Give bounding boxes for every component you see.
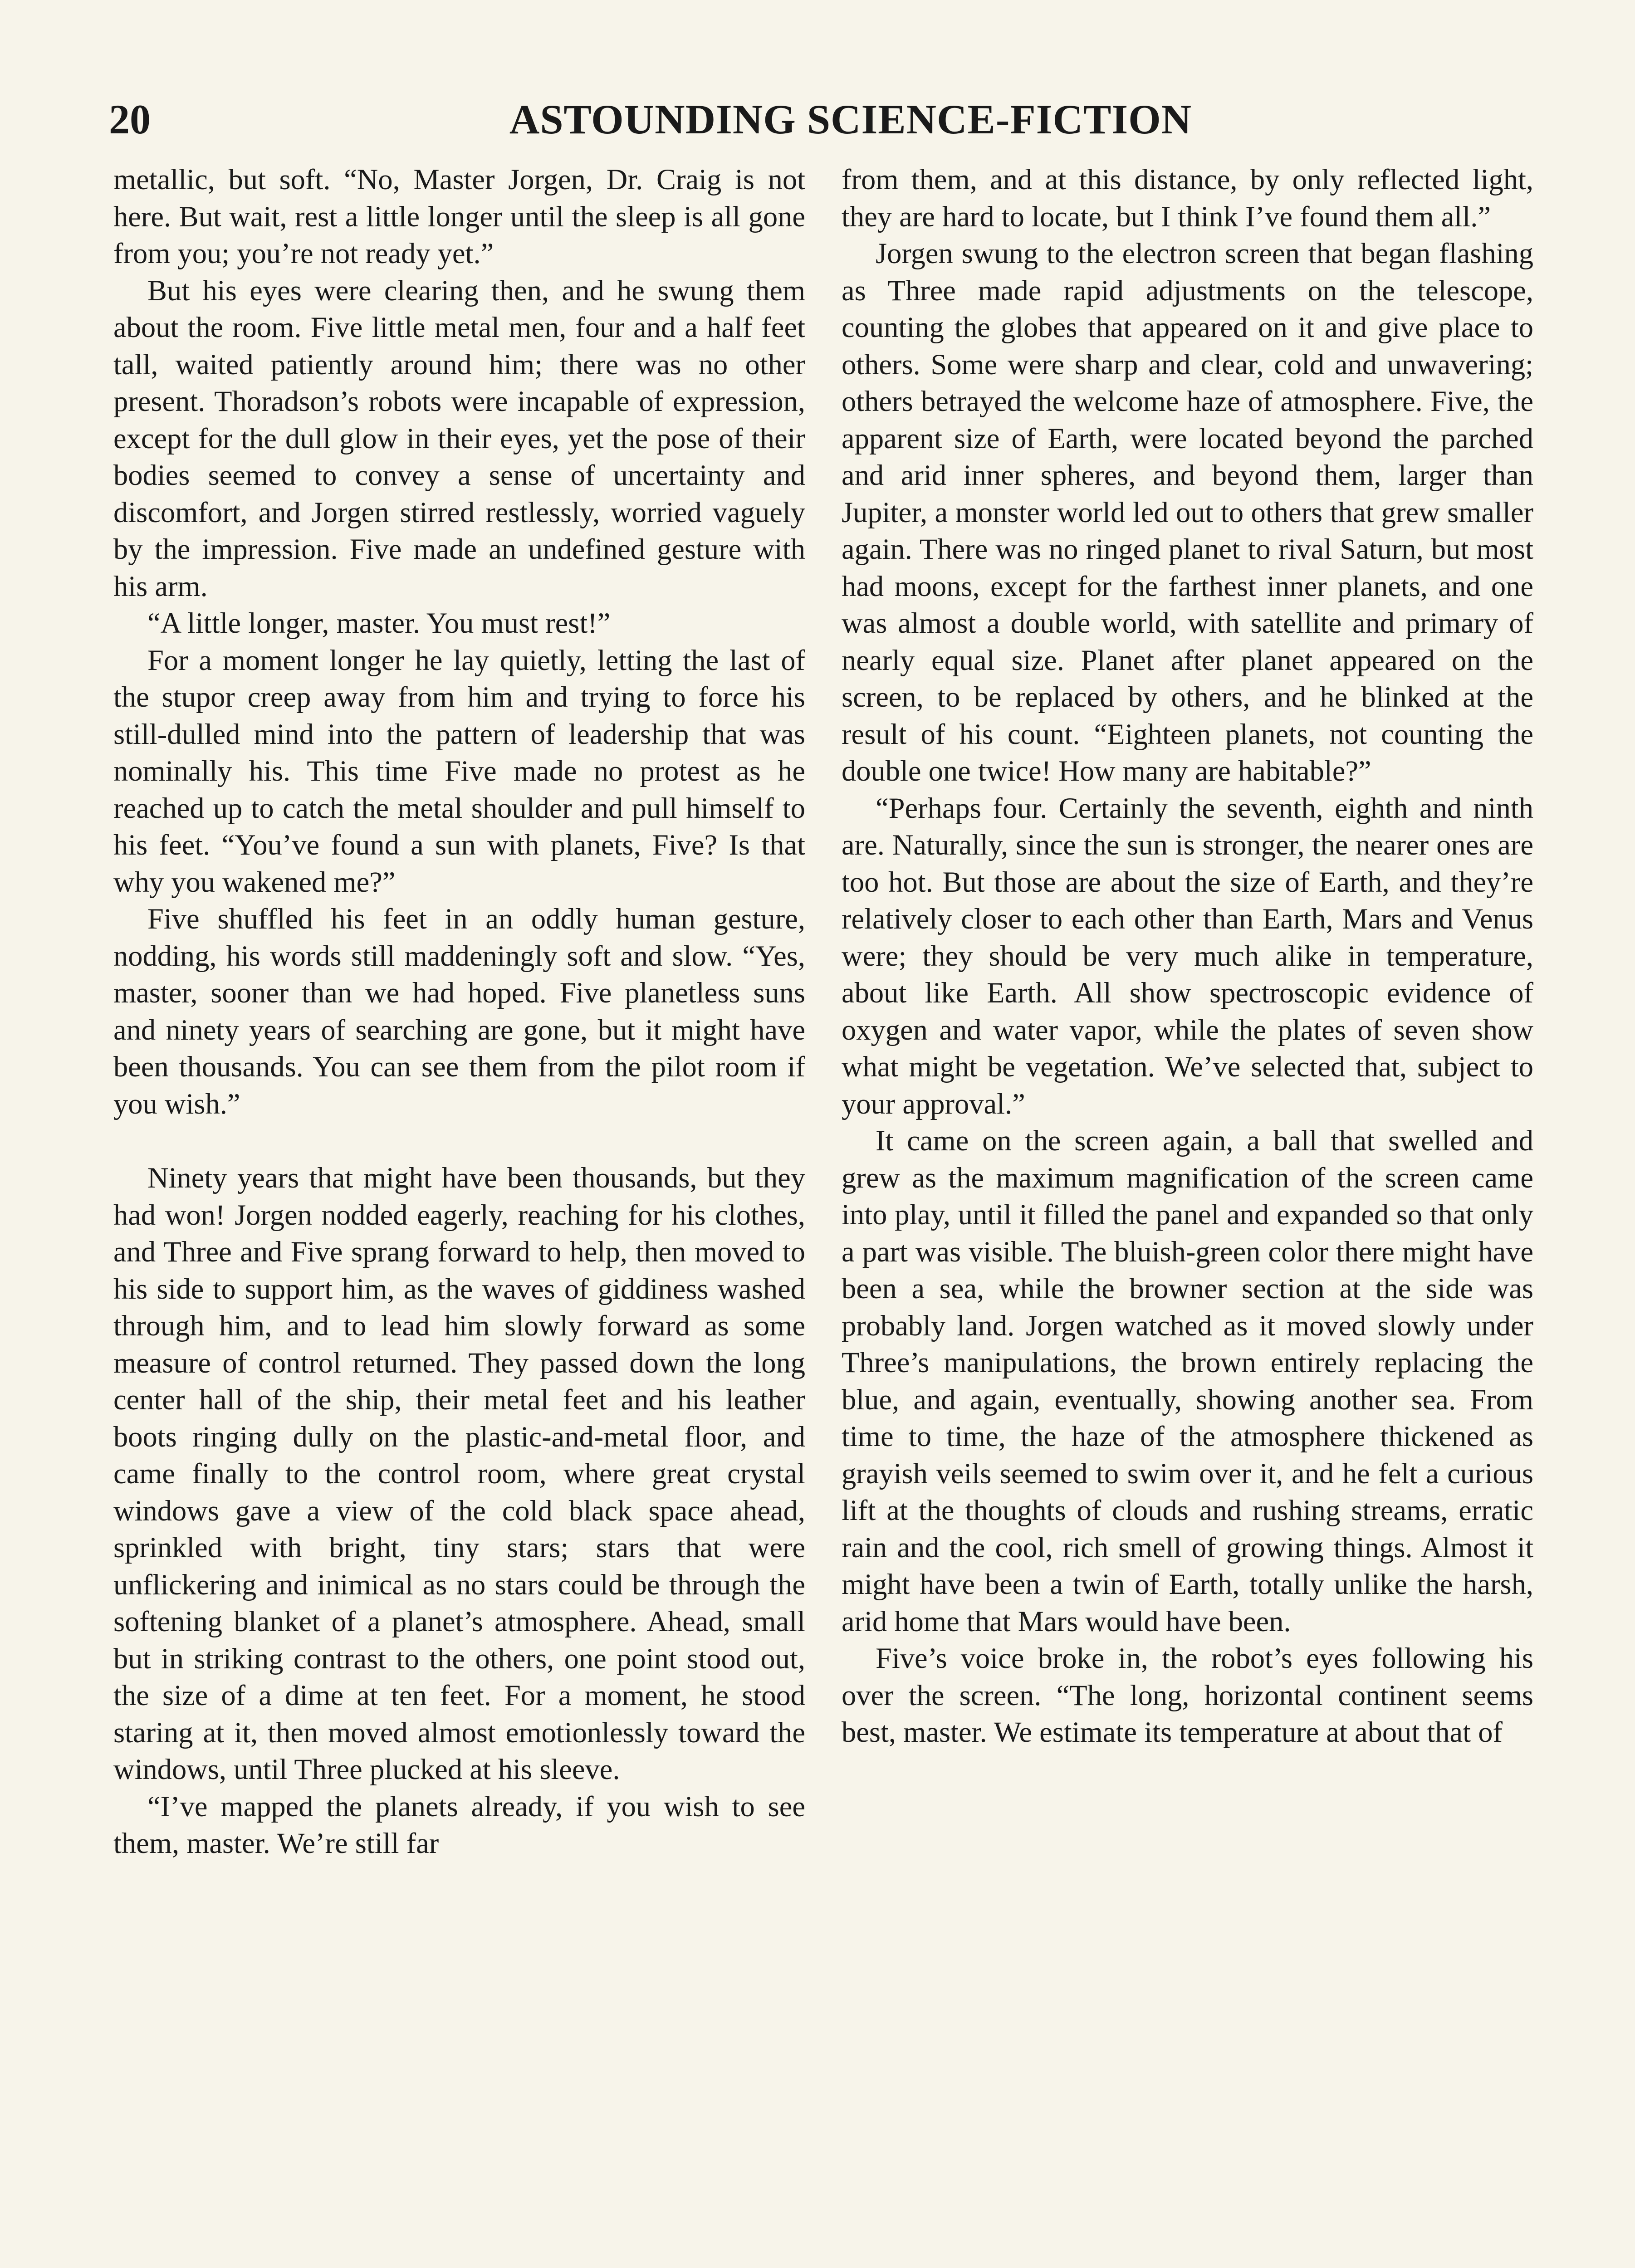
paragraph: Five’s voice broke in, the robot’s eyes following his over the screen. “The long, horizontal continent seems best, master. We estimate its temperature at about that of [842, 1642, 1533, 1748]
paragraph: For a moment longer he lay quietly, letting the last of the stupor creep away from him and trying to force his still-dulled mind into the pattern of leadership that was nominally his. This time Five made no protest as he reached up to catch the metal shoulder and pull himself to his feet. “You’ve found a sun with planets, Five? Is that why you wakened me?” [113, 644, 805, 898]
paragraph: But his eyes were clearing then, and he swung them about the room. Five little metal men, four and a half feet tall, waited patiently around him; there was no other present. Thoradson’s robots were incapable of expression, except for the dull glow in their eyes, yet the pose of their bodies seemed to convey a sense of uncertainty and discomfort, and Jorgen stirred restlessly, worried vaguely by the impression. Five made an undefined gesture with his arm. [113, 274, 805, 602]
paragraph: Jorgen swung to the electron screen that began flashing as Three made rapid adjustments on the telescope, counting the globes that appeared on it and give place to others. Some were sharp and clear, cold and unwavering; others betrayed the welcome haze of atmosphere. Five, the apparent size of Earth, were located beyond the parched and arid inner spheres, and beyond them, larger than Jupiter, a monster world led out to others that grew smaller again. There was no ringed planet to rival Saturn, but most had moons, except for the farthest inner planets, and one was almost a double world, with satellite and primary of nearly equal size. Planet after planet appeared on the screen, to be replaced by others, and he blinked at the result of his count. “Eighteen planets, not counting the double one twice! How many are habitable?” [842, 237, 1533, 787]
paragraph: “Perhaps four. Certainly the seventh, eighth and ninth are. Naturally, since the sun is stronger, the nearer ones are too hot. But those are about the size of Earth, and they’re relatively closer to each other than Earth, Mars and Venus were; they should be very much alike in temperature, about like Earth. All show spectroscopic evidence of oxygen and water vapor, while the plates of seven show what might be vegetation. We’ve selected that, subject to your approval.” [842, 792, 1533, 1120]
page-header [109, 86, 1538, 154]
magazine-title: ASTOUNDING SCIENCE-FICTION [509, 96, 1192, 142]
paragraph: “A little longer, master. You must rest!” [147, 607, 611, 639]
paragraph: from them, and at this distance, by only reflected light, they are hard to locate, but I think I’ve found them all.” [842, 163, 1533, 233]
right-text-column [842, 161, 1533, 1751]
paragraph: Five shuffled his feet in an oddly human gesture, nodding, his words still maddeningly soft and slow. “Yes, master, sooner than we had hoped. Five planetless suns and ninety years of searching are gone, but it might have been thousands. You can see them from the pilot room if you wish.” [113, 903, 805, 1120]
paragraph: It came on the screen again, a ball that swelled and grew as the maximum magnification of the screen came into play, until it filled the panel and expanded so that only a part was visible. The bluish-green color there might have been a sea, while the browner section at the side was probably land. Jorgen watched as it moved slowly under Three’s manipulations, the brown entirely replacing the blue, and again, eventually, showing another sea. From time to time, the haze of the atmosphere thickened as grayish veils seemed to swim over it, and he felt a curious lift at the thoughts of clouds and rushing streams, erratic rain and the cool, rich smell of growing things. Almost it might have been a twin of Earth, totally unlike the harsh, arid home that Mars would have been. [842, 1124, 1533, 1637]
page-number: 20 [109, 96, 151, 142]
paragraph: metallic, but soft. “No, Master Jorgen, Dr. Craig is not here. But wait, rest a little longer until the sleep is all gone from you; you’re not ready yet.” [113, 163, 805, 269]
paragraph: “I’ve mapped the planets already, if you wish to see them, master. We’re still far [113, 1790, 805, 1859]
left-text-column [113, 161, 805, 1862]
paragraph: Ninety years that might have been thousands, but they had won! Jorgen nodded eagerly, reaching for his clothes, and Three and Five sprang forward to help, then moved to his side to support him, as the waves of giddiness washed through him, and to lead him slowly forward as some measure of control returned. They passed down the long center hall of the ship, their metal feet and his leather boots ringing dully on the plastic-and-metal floor, and came finally to the control room, where great crystal windows gave a view of the cold black space ahead, sprinkled with bright, tiny stars; stars that were unflickering and inimical as no stars could be through the softening blanket of a planet’s atmosphere. Ahead, small but in striking contrast to the others, one point stood out, the size of a dime at ten feet. For a moment, he stood staring at it, then moved almost emotionlessly toward the windows, until Three plucked at his sleeve. [113, 1162, 805, 1785]
